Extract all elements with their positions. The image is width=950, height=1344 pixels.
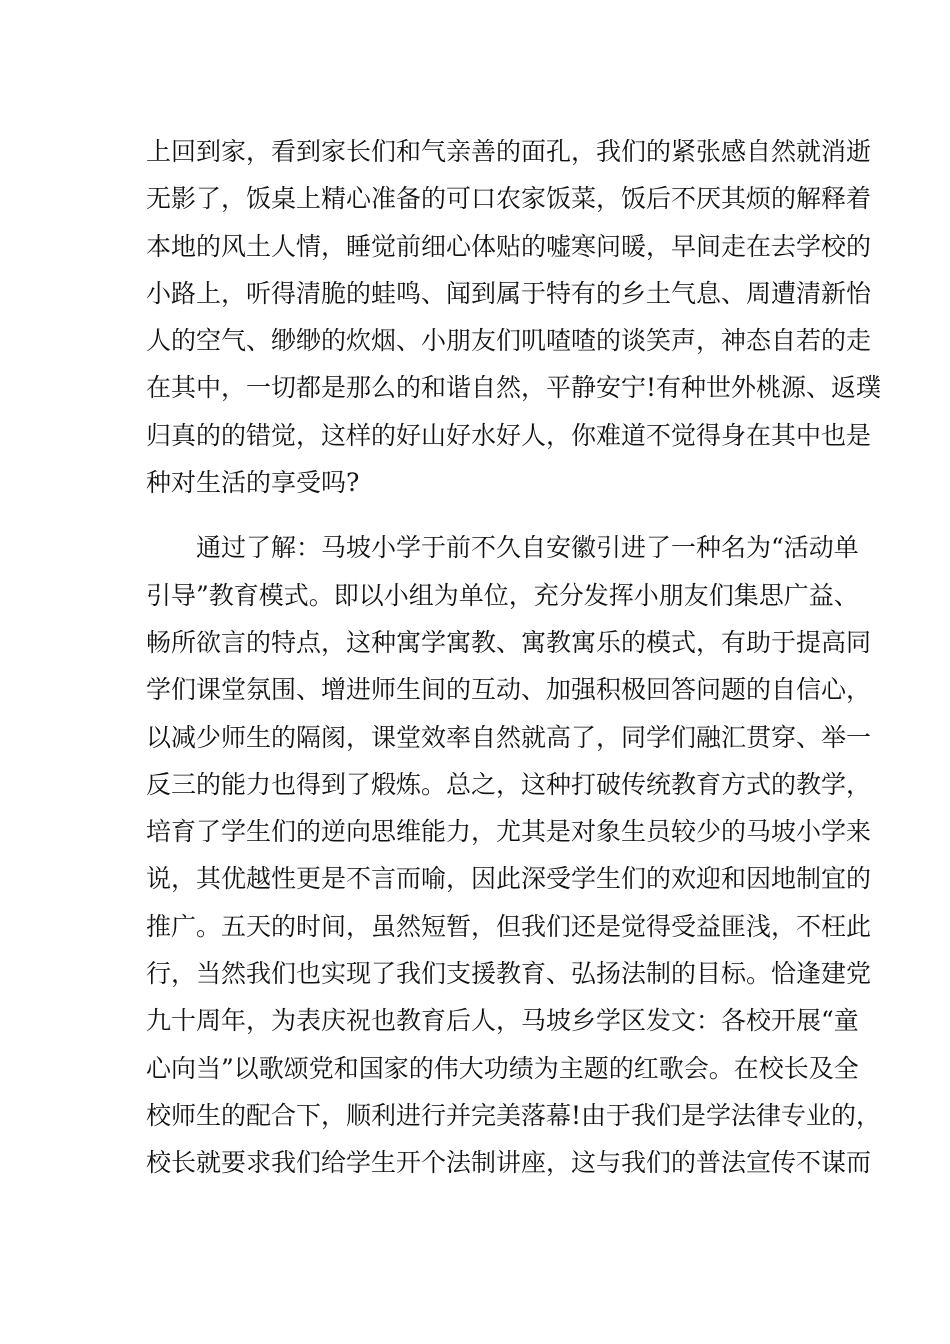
text-line: 以减少师生的隔阂，课堂效率自然就高了，同学们融汇贯穿、举一 bbox=[146, 722, 872, 752]
text-line: 种对生活的享受吗? bbox=[146, 468, 360, 498]
text-line: 无影了，饭桌上精心准备的可口农家饭菜，饭后不厌其烦的解释着 bbox=[146, 184, 872, 214]
text-line: 心向当”以歌颂党和国家的伟大功绩为主题的红歌会。在校长及全 bbox=[146, 1053, 859, 1083]
document-body bbox=[146, 128, 882, 1187]
text-line: 上回到家，看到家长们和气亲善的面孔，我们的紧张感自然就消逝 bbox=[146, 137, 872, 166]
text-line: 在其中，一切都是那么的和谐自然，平静安宁!有种世外桃源、返璞 bbox=[146, 373, 882, 403]
text-line: 归真的的错觉，这样的好山好水好人，你难道不觉得身在其中也是 bbox=[146, 420, 872, 450]
text-line: 反三的能力也得到了煅炼。总之，这种打破传统教育方式的教学， bbox=[146, 769, 872, 799]
text-line: 行，当然我们也实现了我们支援教育、弘扬法制的目标。恰逢建党 bbox=[146, 959, 872, 989]
text-line: 说，其优越性更是不言而喻，因此深受学生们的欢迎和因地制宜的 bbox=[146, 864, 872, 894]
text-line: 九十周年，为表庆祝也教育后人，马坡乡学区发文：各校开展“童 bbox=[146, 1006, 859, 1036]
text-line: 校师生的配合下，顺利进行并完美落幕!由于我们是学法律专业的， bbox=[146, 1100, 882, 1130]
text-line: 人的空气、缈缈的炊烟、小朋友们叽喳喳的谈笑声，神态自若的走 bbox=[146, 326, 872, 356]
text-line: 培育了学生们的逆向思维能力，尤其是对象生员较少的马坡小学来 bbox=[146, 817, 872, 847]
text-line: 引导”教育模式。即以小组为单位，充分发挥小朋友们集思广益、 bbox=[146, 580, 859, 610]
paragraph-1 bbox=[146, 128, 882, 506]
text-line: 校长就要求我们给学生开个法制讲座，这与我们的普法宣传不谋而 bbox=[146, 1148, 872, 1178]
text-line: 畅所欲言的特点，这种寓学寓教、寓教寓乐的模式，有助于提高同 bbox=[146, 627, 872, 657]
paragraph-gap bbox=[146, 506, 826, 524]
text-line: 推广。五天的时间，虽然短暂，但我们还是觉得受益匪浅，不枉此 bbox=[146, 911, 872, 941]
text-line: 小路上，听得清脆的蛙鸣、闻到属于特有的乡土气息、周遭清新怡 bbox=[146, 278, 872, 308]
paragraph-2 bbox=[146, 524, 882, 1186]
text-line: 通过了解：马坡小学于前不久自安徽引进了一种名为“活动单 bbox=[146, 533, 859, 563]
text-line: 学们课堂氛围、增进师生间的互动、加强积极回答问题的自信心， bbox=[146, 675, 872, 705]
text-line: 本地的风土人情，睡觉前细心体贴的嘘寒问暖，早间走在去学校的 bbox=[146, 231, 872, 261]
